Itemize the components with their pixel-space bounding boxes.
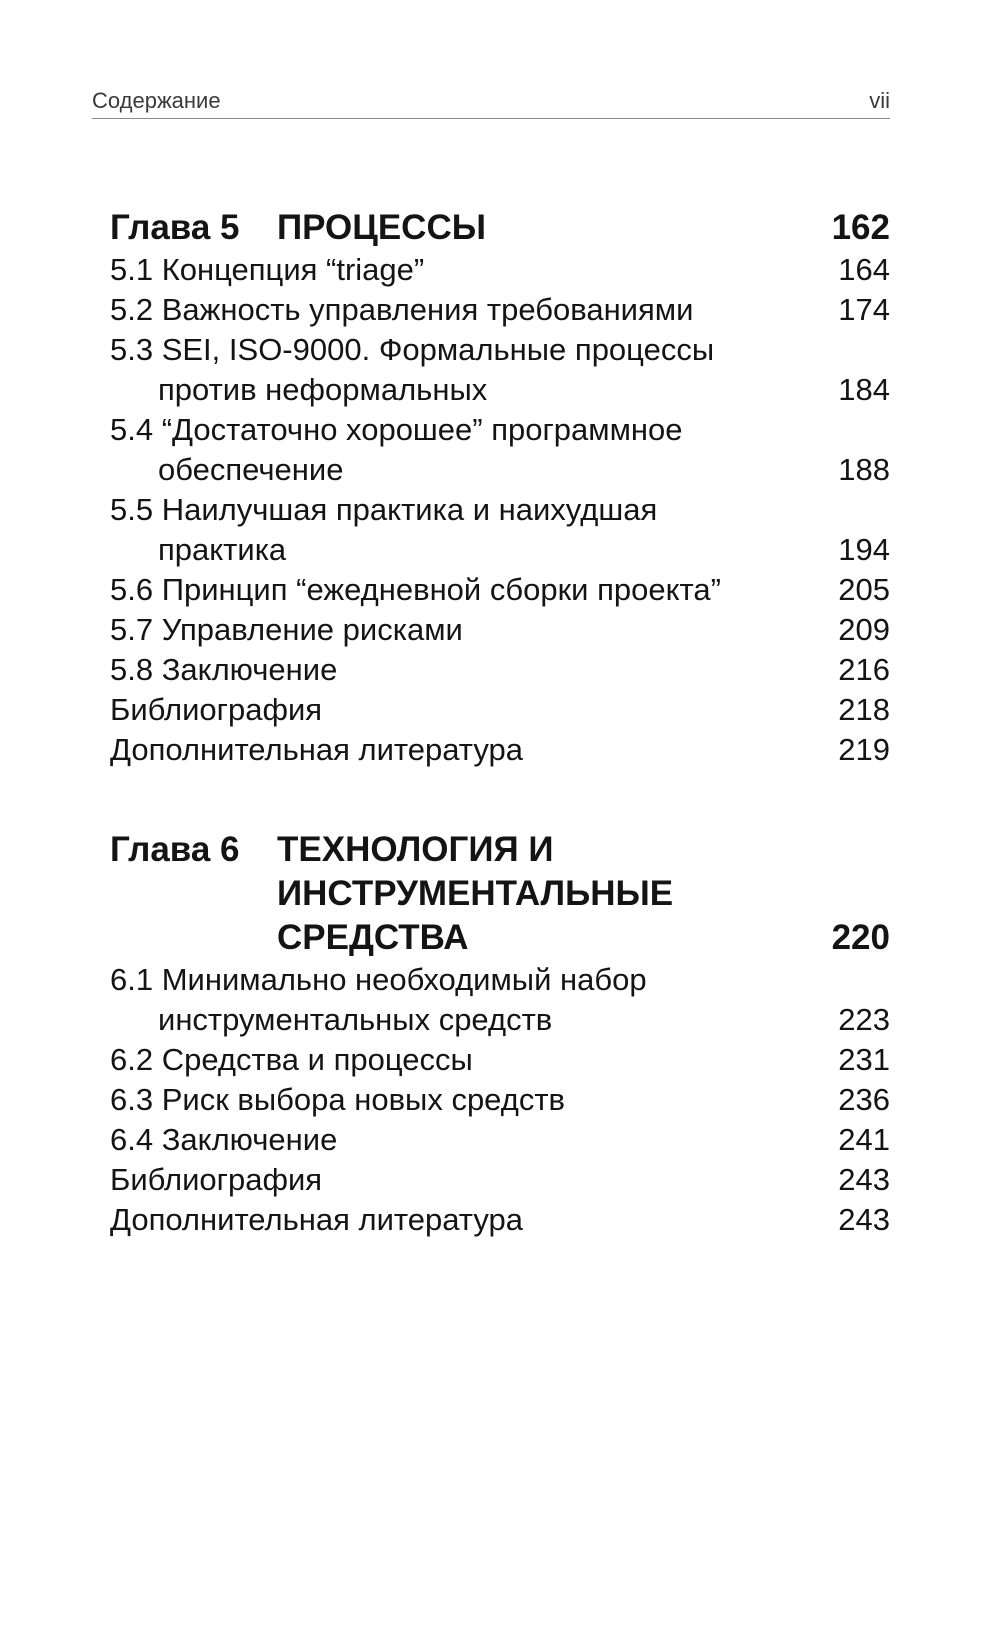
toc-entry-page-number: 243: [838, 1202, 890, 1237]
chapter-page-number: 220: [831, 918, 890, 957]
toc-entry[interactable]: [110, 650, 890, 690]
toc-entry-line: 6.1 Минимально необходимый набор: [110, 962, 647, 997]
toc-entry-title: [110, 730, 800, 770]
toc-entry-page-number: 241: [838, 1122, 890, 1157]
toc-entry-line: 6.3 Риск выбора новых средств: [110, 1082, 565, 1117]
toc-entry-title: [110, 610, 800, 650]
chapter-label: Глава 6: [110, 830, 240, 869]
toc-entry[interactable]: [110, 1080, 890, 1120]
toc-entry[interactable]: [110, 290, 890, 330]
toc-entry-title: [110, 650, 800, 690]
toc-entry-title: [110, 1040, 800, 1080]
header-page-number: vii: [869, 88, 890, 113]
toc-entry-page-number: 174: [838, 292, 890, 327]
toc-entry[interactable]: [110, 330, 890, 410]
chapter-heading: [110, 828, 890, 960]
toc-entry-line: 5.5 Наилучшая практика и наихудшая: [110, 492, 658, 527]
toc-entry-page-number: 231: [838, 1042, 890, 1077]
chapter-label: Глава 5: [110, 208, 240, 247]
toc-entry-line: 5.8 Заключение: [110, 652, 338, 687]
toc-entry-title: [110, 250, 800, 290]
header-title: Содержание: [92, 88, 221, 113]
toc-entry-line: Дополнительная литература: [110, 732, 523, 767]
toc-entry[interactable]: [110, 1040, 890, 1080]
toc-entry-line: 6.4 Заключение: [110, 1122, 338, 1157]
toc-entry-line: инструментальных средств: [158, 1002, 553, 1037]
toc-chapter-5: [110, 206, 890, 770]
toc-entry[interactable]: [110, 960, 890, 1040]
toc-entry-page-number: 164: [838, 252, 890, 287]
toc-entry[interactable]: [110, 1200, 890, 1240]
toc-entry[interactable]: [110, 410, 890, 490]
toc-entry-title: [110, 960, 800, 1040]
toc-entry-page-number: 194: [838, 532, 890, 567]
running-header: [92, 84, 890, 119]
toc-entry-title: [110, 690, 800, 730]
toc-entry-page-number: 243: [838, 1162, 890, 1197]
chapter-title-line: ИНСТРУМЕНТАЛЬНЫЕ: [277, 874, 674, 913]
toc-entry-page-number: 184: [838, 372, 890, 407]
toc-entry-title: [110, 1200, 800, 1240]
chapter-title: [277, 206, 797, 250]
toc-entry-line: 5.7 Управление рисками: [110, 612, 463, 647]
chapter-heading: [110, 206, 890, 250]
toc-entry-line: Дополнительная литература: [110, 1202, 523, 1237]
toc-entry-title: [110, 290, 800, 330]
toc-entry-title: [110, 410, 800, 490]
chapter-title: [277, 828, 797, 960]
toc-entry-title: [110, 1080, 800, 1120]
toc-entry[interactable]: [110, 1120, 890, 1160]
toc-entry-title: [110, 1160, 800, 1200]
toc-entry-page-number: 216: [838, 652, 890, 687]
toc-entry-line: 5.4 “Достаточно хорошее” программное: [110, 412, 683, 447]
toc-entry-line: 5.2 Важность управления требованиями: [110, 292, 694, 327]
toc-entry[interactable]: [110, 250, 890, 290]
toc-entry-line: Библиография: [110, 1162, 323, 1197]
chapter-title-line: ПРОЦЕССЫ: [277, 208, 486, 247]
toc-entry[interactable]: [110, 490, 890, 570]
toc-entry-page-number: 236: [838, 1082, 890, 1117]
chapter-title-line: ТЕХНОЛОГИЯ И: [277, 830, 554, 869]
toc-entry-line: 6.2 Средства и процессы: [110, 1042, 473, 1077]
toc-entry-line: 5.3 SEI, ISO-9000. Формальные процессы: [110, 332, 715, 367]
toc-entry-line: 5.6 Принцип “ежедневной сборки проекта”: [110, 572, 721, 607]
chapter-page-number: 162: [831, 208, 890, 247]
toc-entry-line: обеспечение: [158, 452, 344, 487]
toc-entry-page-number: 205: [838, 572, 890, 607]
toc-entry-page-number: 219: [838, 732, 890, 767]
toc-chapter-6: [110, 828, 890, 1240]
toc-entry-page-number: 218: [838, 692, 890, 727]
toc-entry-title: [110, 490, 800, 570]
toc-entry-title: [110, 570, 800, 610]
toc-entry-line: практика: [158, 532, 287, 567]
toc-entry[interactable]: [110, 610, 890, 650]
toc-entry[interactable]: [110, 730, 890, 770]
toc-entry-page-number: 223: [838, 1002, 890, 1037]
toc-entry-title: [110, 1120, 800, 1160]
toc-entry-page-number: 188: [838, 452, 890, 487]
toc-entry-line: 5.1 Концепция “triage”: [110, 252, 425, 287]
toc-entry[interactable]: [110, 1160, 890, 1200]
toc-entry-page-number: 209: [838, 612, 890, 647]
toc-entry-line: против неформальных: [158, 372, 488, 407]
toc-entry[interactable]: [110, 690, 890, 730]
toc-entry[interactable]: [110, 570, 890, 610]
toc-entry-title: [110, 330, 800, 410]
chapter-title-line: СРЕДСТВА: [277, 918, 469, 957]
toc-entry-line: Библиография: [110, 692, 323, 727]
